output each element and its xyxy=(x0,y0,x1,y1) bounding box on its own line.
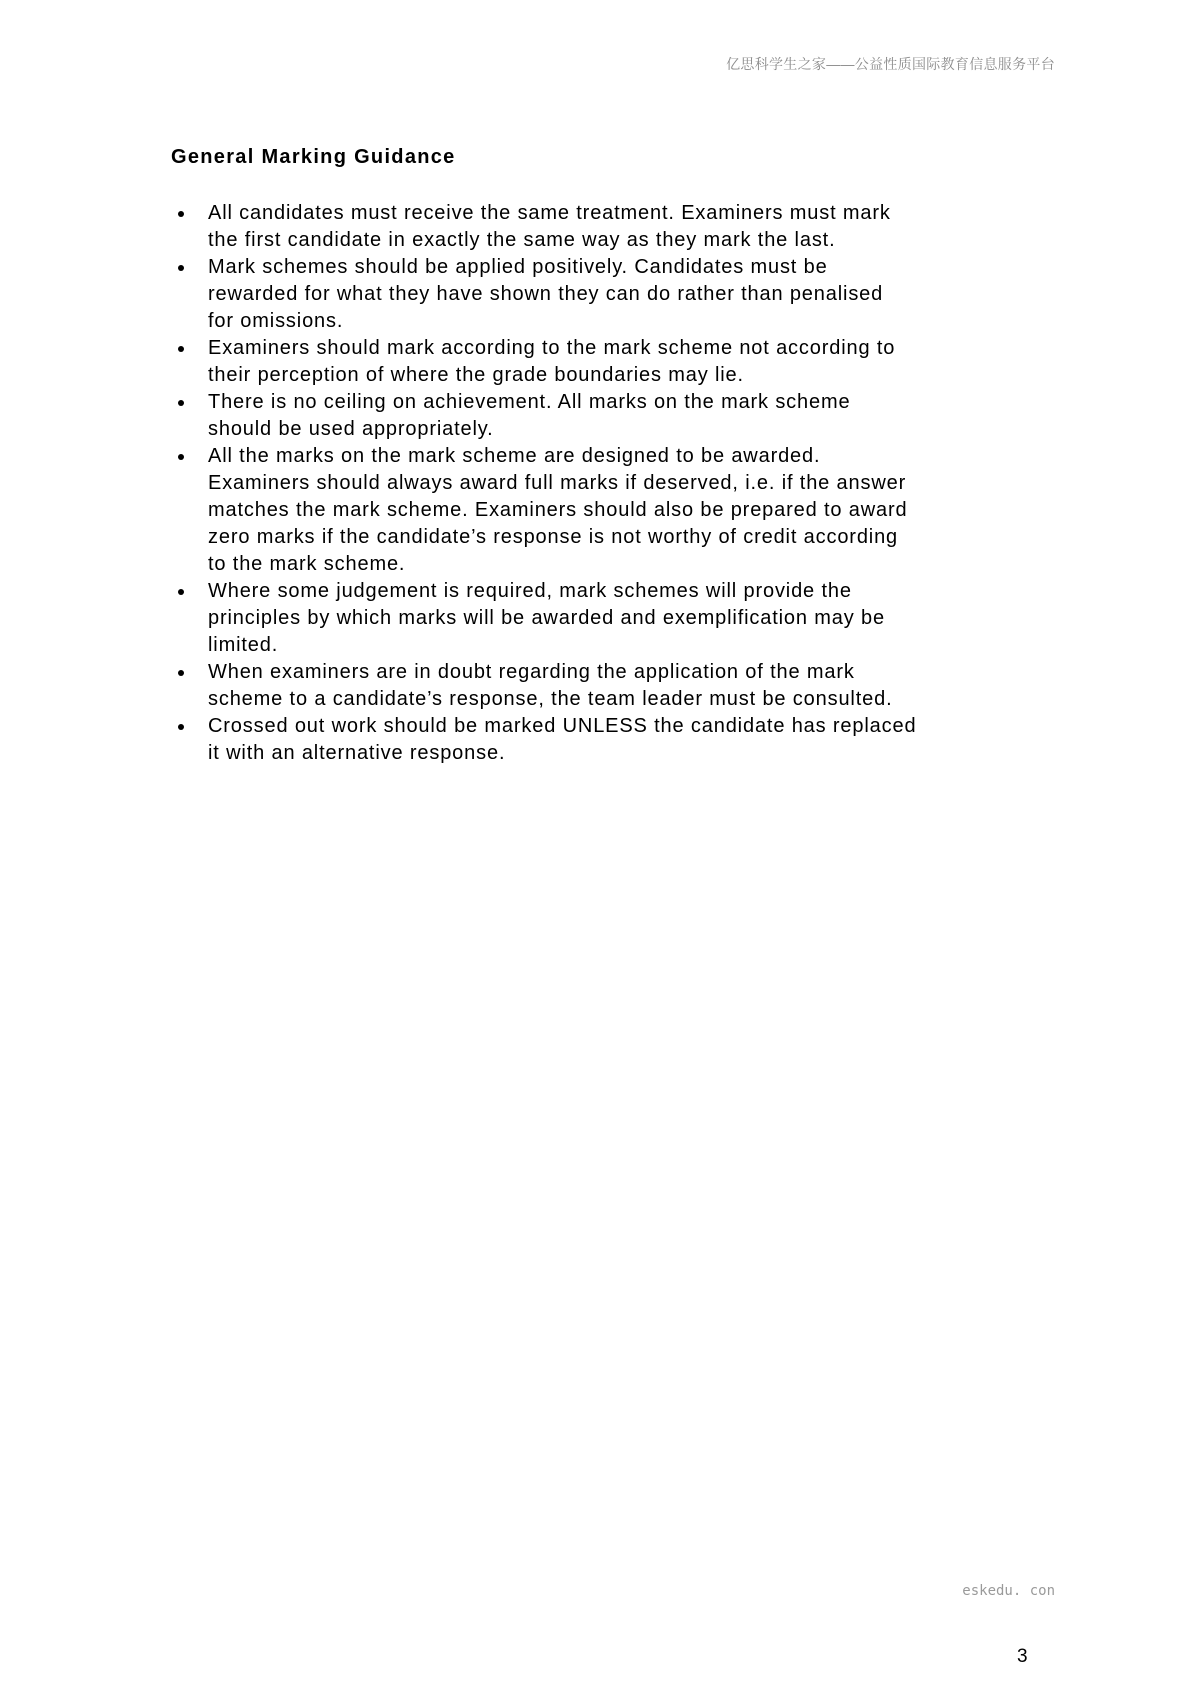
bullet-icon xyxy=(178,211,184,217)
bullet-text-line: principles by which marks will be awarded and exemplification may be xyxy=(208,607,885,629)
bullet-text-line: Examiners should always award full marks if deserved, i.e. if the answer xyxy=(208,472,907,494)
list-item xyxy=(178,578,1038,659)
site-header-title: 亿思科学生之家——公益性质国际教育信息服务平台 xyxy=(726,56,1055,72)
bullet-text-line: scheme to a candidate’s response, the team leader must be consulted. xyxy=(208,688,893,710)
bullet-text-line: When examiners are in doubt regarding the application of the mark xyxy=(208,661,855,683)
bullet-text-line: for omissions. xyxy=(208,310,344,332)
bullet-icon xyxy=(178,400,184,406)
bullet-text-line: Examiners should mark according to the mark scheme not according to xyxy=(208,337,896,359)
bullet-text-line: Mark schemes should be applied positively. Candidates must be xyxy=(208,256,828,278)
list-item xyxy=(178,200,1038,254)
bullet-icon xyxy=(178,265,184,271)
bullet-text-line: to the mark scheme. xyxy=(208,553,406,575)
bullet-text-line: rewarded for what they have shown they can do rather than penalised xyxy=(208,283,884,305)
bullet-icon xyxy=(178,670,184,676)
footer-watermark: eskedu. con xyxy=(962,1583,1055,1599)
bullet-text-line: it with an alternative response. xyxy=(208,742,506,764)
bullet-text-line: Where some judgement is required, mark schemes will provide the xyxy=(208,580,852,602)
list-item xyxy=(178,254,1038,335)
bullet-text-line: All the marks on the mark scheme are designed to be awarded. xyxy=(208,445,821,467)
section-heading: General Marking Guidance xyxy=(171,146,456,168)
bullet-text-line: zero marks if the candidate’s response is not worthy of credit according xyxy=(208,526,899,548)
bullet-text-line: Crossed out work should be marked UNLESS the candidate has replaced xyxy=(208,715,917,737)
list-item xyxy=(178,659,1038,713)
page-number: 3 xyxy=(1017,1646,1028,1667)
list-item xyxy=(178,335,1038,389)
bullet-text-line: should be used appropriately. xyxy=(208,418,494,440)
bullet-icon xyxy=(178,454,184,460)
bullet-text-line: their perception of where the grade boundaries may lie. xyxy=(208,364,744,386)
bullet-icon xyxy=(178,724,184,730)
bullet-icon xyxy=(178,346,184,352)
bullet-icon xyxy=(178,589,184,595)
bullet-text-line: limited. xyxy=(208,634,279,656)
list-item xyxy=(178,443,1038,578)
bullet-text-line: All candidates must receive the same treatment. Examiners must mark xyxy=(208,202,891,224)
bullet-text-line: the first candidate in exactly the same way as they mark the last. xyxy=(208,229,836,251)
list-item xyxy=(178,713,1038,767)
bullet-text-line: matches the mark scheme. Examiners should also be prepared to award xyxy=(208,499,908,521)
list-item xyxy=(178,389,1038,443)
guidance-bullet-list xyxy=(178,200,1038,767)
bullet-text-line: There is no ceiling on achievement. All marks on the mark scheme xyxy=(208,391,851,413)
